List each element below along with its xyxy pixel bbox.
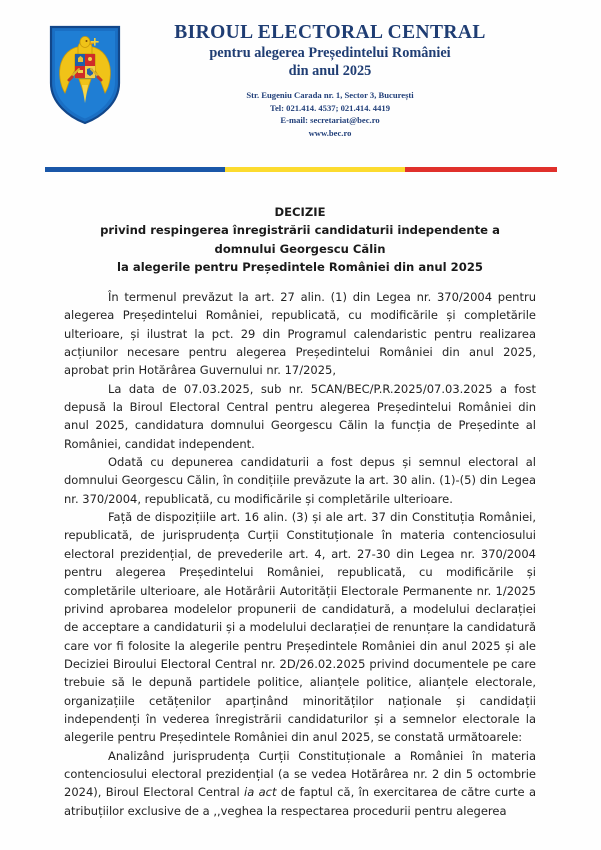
organization-subtitle-line-1: pentru alegerea Președintelui României xyxy=(209,45,451,62)
letterhead xyxy=(0,0,601,150)
document-body xyxy=(64,288,536,820)
body-paragraph-5-emphasis: ia act xyxy=(244,785,277,800)
document-subheading-line-1: privind respingerea înregistrării candidaturii independente a xyxy=(100,223,500,238)
organization-title: BIROUL ELECTORAL CENTRAL xyxy=(174,22,486,43)
body-paragraph-3: Odată cu depunerea candidaturii a fost depus și semnul electoral al domnului Georgescu Călin, în condițiile prevăzute la art. 30 alin. (1)-(5) din Legea nr. 370/2004, republicată, cu modificările și completările ulterioare. xyxy=(64,455,536,506)
body-paragraph-5-part-2: de faptul că, în exercitarea de către curte a atribuțiilor exclusive de a ,,veghea la respectarea procedurii pentru alegerea xyxy=(64,785,536,818)
tricolor-red-band xyxy=(405,167,557,172)
contact-website: www.bec.ro xyxy=(308,127,352,138)
document-title-block xyxy=(64,203,536,276)
letterhead-text xyxy=(130,22,530,139)
document-heading: DECIZIE xyxy=(274,205,326,219)
contact-phone: Tel: 021.414. 4537; 021.414. 4419 xyxy=(270,102,390,113)
contact-address: Str. Eugeniu Carada nr. 1, Sector 3, București xyxy=(246,90,414,101)
romanian-coat-of-arms-icon xyxy=(49,25,121,125)
tricolor-divider xyxy=(45,167,557,172)
tricolor-blue-band xyxy=(45,167,225,172)
document-subheading-line-2: domnului Georgescu Călin xyxy=(214,241,386,256)
body-paragraph-4: Față de dispozițiile art. 16 alin. (3) și ale art. 37 din Constituția României, republicată, de jurisprudența Curții Constituționale în materia contenciosului electoral prezidențial, de prevederile art. 4, art. 27-30 din Legea nr. 370/2004 pentru alegerea Președintelui României, republicată, cu modificările și completările ulterioare, ale Hotărârii Autorității Electorale Permanente nr. 1/2025 privind aprobarea modelelor propunerii de candidatură, a modelului declarației de acceptare a candidaturii și a modelului declarației de renunțare la candidatură care vor fi folosite la alegerile pentru Președintele României din anul 2025 și ale Deciziei Biroului Electoral Central nr. 2D/26.02.2025 privind documentele pe care trebuie să le depună partidele politice, alianțele politice, alianțele electorale, organizațiile cetățenilor aparținând minorităților naționale și candidații independenți în vederea înregistrării candidaturilor și a semnelor electorale la alegerile pentru Președintele României din anul 2025, se constată următoarele: xyxy=(64,510,536,745)
body-paragraph-1: În termenul prevăzut la art. 27 alin. (1) din Legea nr. 370/2004 pentru alegerea Președintelui României, republicată, cu modificările și completările ulterioare, și ilustrat la pct. 29 din Programul calendaristic pentru realizarea acțiunilor necesare pentru alegerea Președintelui României din anul 2025, aprobat prin Hotărârea Guvernului nr. 17/2025, xyxy=(64,290,536,378)
body-paragraph-5-part-1: Analizând jurisprudența Curții Constituționale a României în materia contenciosului electoral prezidențial (a se vedea Hotărârea nr. 2 din 5 octombrie 2024), Biroul Electoral Central xyxy=(64,748,536,800)
body-paragraph-2: La data de 07.03.2025, sub nr. 5CAN/BEC/P.R.2025/07.03.2025 a fost depusă la Biroul Electoral Central pentru alegerea Președintelui României din anul 2025, candidatura domnului Georgescu Călin la funcția de Președinte al României, candidat independent. xyxy=(64,381,536,451)
organization-subtitle-line-2: din anul 2025 xyxy=(288,63,372,80)
contact-email: E-mail: secretariat@bec.ro xyxy=(280,115,380,126)
body-paragraph-5 xyxy=(64,747,536,820)
document-subheading-line-3: la alegerile pentru Președintele României din anul 2025 xyxy=(117,259,483,274)
contact-block xyxy=(130,89,530,139)
tricolor-yellow-band xyxy=(225,167,405,172)
